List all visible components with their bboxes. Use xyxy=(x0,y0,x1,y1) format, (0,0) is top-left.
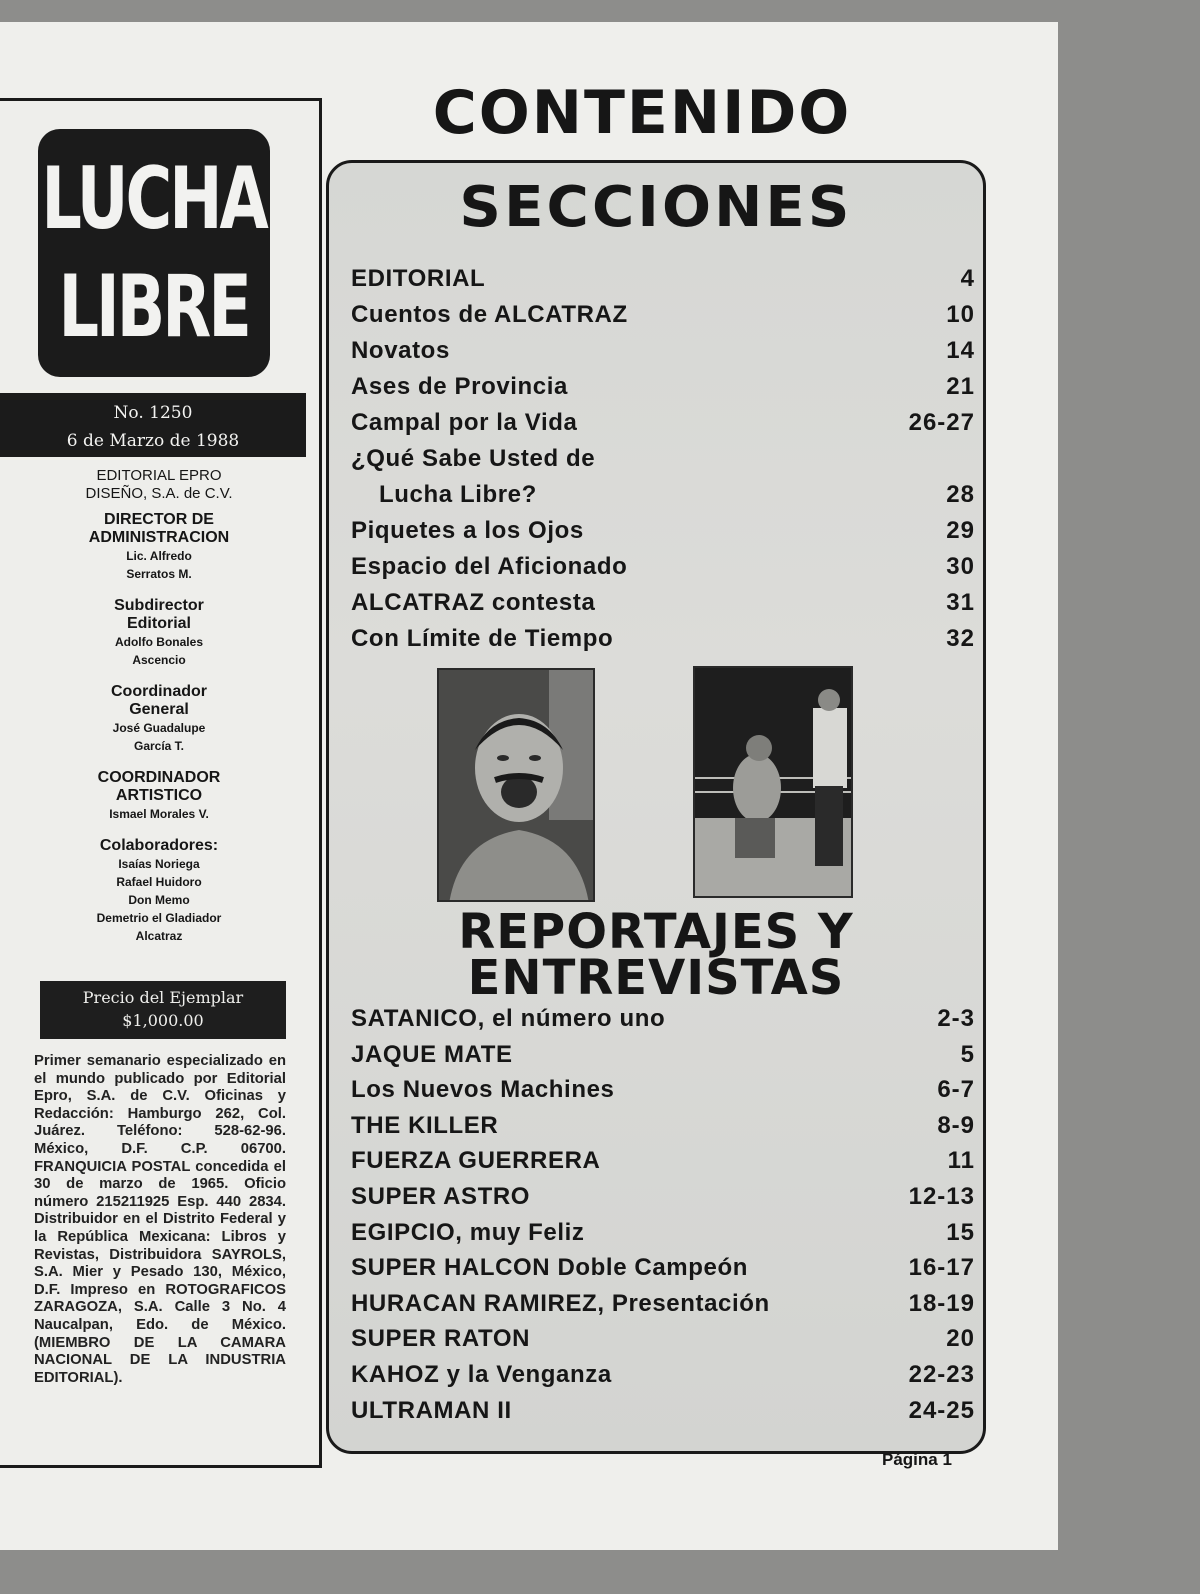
price-value: $1,000.00 xyxy=(122,1011,204,1030)
credit-role: COORDINADOR xyxy=(97,769,221,786)
toc-item[interactable] xyxy=(351,1215,975,1251)
toc-label: FUERZA GUERRERA xyxy=(351,1147,601,1175)
toc-item[interactable] xyxy=(351,1250,975,1286)
toc-label: Novatos xyxy=(351,337,450,364)
toc-item[interactable] xyxy=(351,1037,975,1073)
credit-name: Adolfo Bonales xyxy=(114,635,203,649)
credit-name: José Guadalupe xyxy=(112,721,206,735)
toc-label: KAHOZ y la Venganza xyxy=(351,1360,612,1388)
toc-page: 28 xyxy=(946,481,975,508)
reportajes-list xyxy=(351,1001,975,1428)
toc-label: Campal por la Vida xyxy=(351,409,578,436)
toc-item[interactable] xyxy=(351,441,975,477)
issue-date: 6 de Marzo de 1988 xyxy=(66,431,240,451)
masthead-column xyxy=(0,98,322,1468)
toc-page: 5 xyxy=(960,1040,975,1068)
toc-item[interactable] xyxy=(351,1108,975,1144)
toc-page: 18-19 xyxy=(908,1289,975,1317)
price-label: Precio del Ejemplar xyxy=(82,988,244,1007)
toc-page: 10 xyxy=(946,301,975,328)
logo-line-1: LUCHA xyxy=(41,149,267,249)
credit-name: Ismael Morales V. xyxy=(109,807,209,821)
credit-role: Subdirector xyxy=(114,597,204,614)
credit-name: García T. xyxy=(133,739,185,753)
match-illustration xyxy=(695,668,853,898)
toc-page: 21 xyxy=(946,373,975,400)
toc-label: Con Límite de Tiempo xyxy=(351,625,614,652)
credit-coordinador xyxy=(0,683,318,755)
credit-colaboradores xyxy=(0,837,318,945)
toc-item[interactable] xyxy=(351,1001,975,1037)
publisher-line: EDITORIAL EPRO xyxy=(96,467,222,484)
credit-artistico xyxy=(0,769,318,823)
toc-page: 8-9 xyxy=(937,1111,975,1139)
publisher xyxy=(0,467,318,503)
toc-page: 20 xyxy=(946,1325,975,1353)
contents-panel xyxy=(326,160,986,1454)
toc-label: THE KILLER xyxy=(351,1111,499,1139)
issue-number: No. 1250 xyxy=(113,403,193,423)
toc-item[interactable] xyxy=(351,297,975,333)
issue-bar xyxy=(0,393,306,457)
publisher-line: DISEÑO, S.A. de C.V. xyxy=(85,485,233,502)
toc-page: 32 xyxy=(946,625,975,652)
credit-name: Serratos M. xyxy=(126,567,192,581)
toc-page: 16-17 xyxy=(908,1254,975,1282)
toc-page: 29 xyxy=(946,517,975,544)
toc-item[interactable] xyxy=(351,513,975,549)
wrestling-match-photo xyxy=(693,666,853,898)
toc-label: JAQUE MATE xyxy=(351,1040,513,1068)
credit-role: DIRECTOR DE xyxy=(104,511,214,528)
portrait-illustration xyxy=(439,670,595,902)
toc-label: Los Nuevos Machines xyxy=(351,1076,615,1104)
credit-role: Editorial xyxy=(126,615,191,632)
toc-label: Espacio del Aficionado xyxy=(351,553,628,580)
credit-director xyxy=(0,511,318,583)
toc-page: 4 xyxy=(960,265,975,292)
toc-page: 11 xyxy=(947,1147,975,1175)
toc-label: SUPER RATON xyxy=(351,1325,531,1353)
credit-name: Alcatraz xyxy=(135,929,183,943)
wrestler-portrait-photo xyxy=(437,668,595,902)
toc-label: SUPER ASTRO xyxy=(351,1182,531,1210)
toc-item[interactable] xyxy=(351,1179,975,1215)
secciones-heading: SECCIONES xyxy=(459,175,853,240)
toc-label: SUPER HALCON Doble Campeón xyxy=(351,1254,748,1282)
toc-item[interactable] xyxy=(351,261,975,297)
lucha-libre-logo xyxy=(38,129,270,377)
toc-page: 30 xyxy=(946,553,975,580)
toc-item[interactable] xyxy=(351,477,975,513)
credits-block xyxy=(0,467,318,959)
toc-item[interactable] xyxy=(351,369,975,405)
toc-item[interactable] xyxy=(351,1143,975,1179)
reportajes-heading-line-1: REPORTAJES Y xyxy=(458,904,854,960)
page-number: Página 1 xyxy=(882,1450,952,1469)
toc-label: HURACAN RAMIREZ, Presentación xyxy=(351,1289,770,1317)
reportajes-heading xyxy=(329,904,983,1006)
toc-page: 24-25 xyxy=(908,1396,975,1424)
toc-item[interactable] xyxy=(351,1286,975,1322)
toc-page: 6-7 xyxy=(937,1076,975,1104)
credit-role: General xyxy=(129,701,189,718)
credit-subdirector xyxy=(0,597,318,669)
credit-role: ADMINISTRACION xyxy=(88,529,230,546)
toc-label: ALCATRAZ contesta xyxy=(351,589,596,616)
toc-item[interactable] xyxy=(351,405,975,441)
toc-item[interactable] xyxy=(351,585,975,621)
toc-label: Ases de Provincia xyxy=(351,373,568,400)
toc-item[interactable] xyxy=(351,333,975,369)
toc-page: 14 xyxy=(946,337,975,364)
toc-item[interactable] xyxy=(351,621,975,657)
toc-label: Lucha Libre? xyxy=(379,481,537,508)
toc-label: EGIPCIO, muy Feliz xyxy=(351,1218,585,1246)
credit-role: Colaboradores: xyxy=(99,837,219,854)
toc-page: 15 xyxy=(946,1218,975,1246)
toc-label: Cuentos de ALCATRAZ xyxy=(351,301,628,328)
toc-page: 26-27 xyxy=(908,409,975,436)
credit-name: Don Memo xyxy=(128,893,190,907)
toc-item[interactable] xyxy=(351,1072,975,1108)
secciones-list xyxy=(351,261,975,657)
logo-line-2: LIBRE xyxy=(58,257,250,357)
reportajes-heading-line-2: ENTREVISTAS xyxy=(467,950,845,1006)
toc-item[interactable] xyxy=(351,1321,975,1357)
toc-label: SATANICO, el número uno xyxy=(351,1005,666,1032)
credit-name: Demetrio el Gladiador xyxy=(96,911,222,925)
toc-page: 12-13 xyxy=(908,1182,975,1210)
credit-role: ARTISTICO xyxy=(115,787,203,804)
page-title: CONTENIDO xyxy=(432,78,852,148)
toc-label: ULTRAMAN II xyxy=(351,1396,512,1424)
toc-label: ¿Qué Sabe Usted de xyxy=(351,445,596,472)
toc-item[interactable] xyxy=(351,1393,975,1429)
toc-page: 22-23 xyxy=(908,1360,975,1388)
credit-name: Rafael Huidoro xyxy=(116,875,202,889)
toc-page: 2-3 xyxy=(937,1005,975,1032)
toc-item[interactable] xyxy=(351,1357,975,1393)
toc-label: EDITORIAL xyxy=(351,265,486,292)
credit-name: Lic. Alfredo xyxy=(126,549,192,563)
toc-item[interactable] xyxy=(351,549,975,585)
credit-name: Ascencio xyxy=(132,653,186,667)
credit-role: Coordinador xyxy=(111,683,207,700)
credit-name: Isaías Noriega xyxy=(118,857,200,871)
publisher-blurb: Primer semanario especializado en el mundo publicado por Editorial Epro, S.A. de C.V. Oficinas y Redacción: Hamburgo 262, Col. Juárez. Teléfono: 528-62-96. México, D.F. C.P. 06700. FRANQUICIA POSTAL concedida el 30 de marzo de 1965. Oficio número 215211925 Esp. 440 2834. Distribuidor en el Distrito Federal y la República Mexicana: Libros y Revistas, Distribuidora SAYROLS, S.A. Mier y Pesado 130, México, D.F. Impreso en ROTOGRAFICOS ZARAGOZA, S.A. Calle 3 No. 4 Naucalpan, Edo. de México. (MIEMBRO DE LA CAMARA NACIONAL DE LA INDUSTRIA EDITORIAL). xyxy=(34,1053,286,1386)
price-box xyxy=(40,981,286,1039)
toc-page: 31 xyxy=(946,589,975,616)
toc-label: Piquetes a los Ojos xyxy=(351,517,584,544)
